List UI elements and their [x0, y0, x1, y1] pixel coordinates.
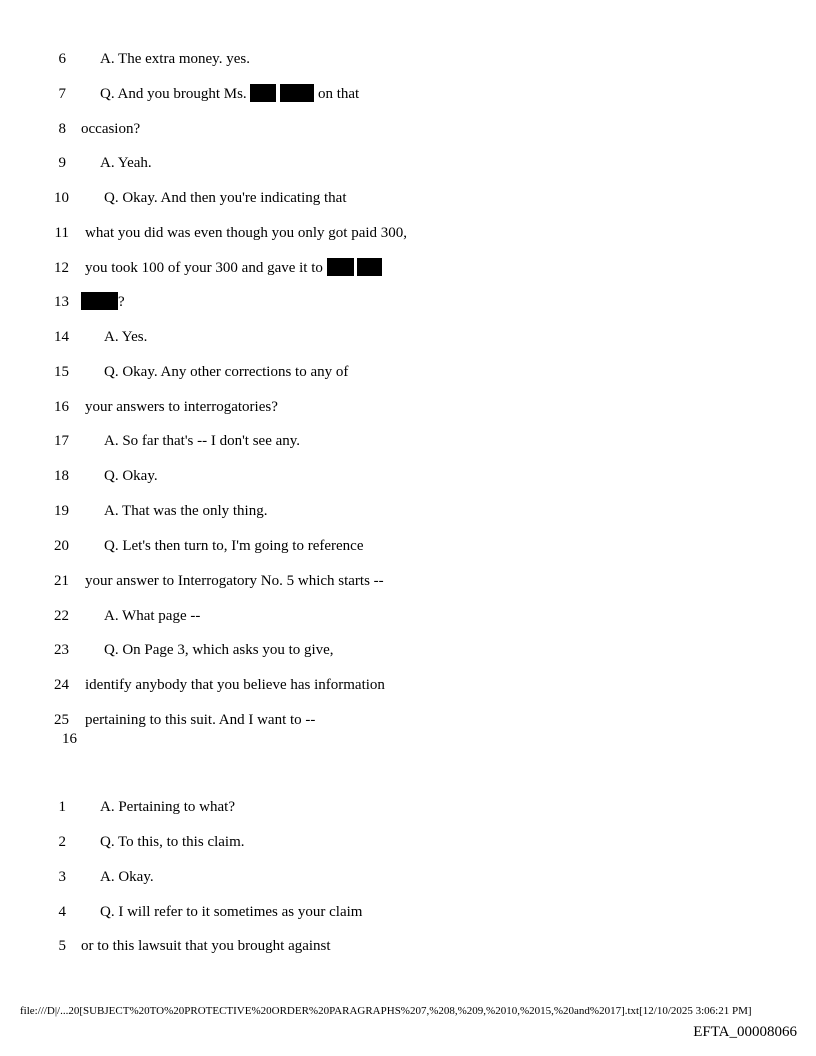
redaction-box [327, 258, 354, 276]
line-text-part: you took 100 of your 300 and gave it to [85, 260, 327, 276]
line-text-part: Q. And you brought Ms. [100, 86, 251, 102]
page-number: 16 [62, 731, 77, 747]
line-text: A. Yes. [104, 329, 148, 345]
line-text: Q. Okay. [104, 468, 158, 484]
line-text: Q. Okay. And then you're indicating that [104, 190, 347, 206]
line-text: Q. Okay. Any other corrections to any of [104, 364, 349, 380]
line-text: Q. I will refer to it sometimes as your claim [100, 904, 363, 920]
line-number: 8 [58, 121, 66, 137]
line-text: or to this lawsuit that you brought against [81, 938, 331, 954]
line-text: Q. On Page 3, which asks you to give, [104, 642, 334, 658]
line-number: 6 [58, 51, 66, 67]
line-text: A. Pertaining to what? [100, 799, 235, 815]
redaction-box [250, 84, 276, 102]
line-number: 2 [58, 834, 66, 850]
line-number: 3 [58, 869, 66, 885]
line-text: Q. Let's then turn to, I'm going to reference [104, 538, 364, 554]
line-number: 12 [54, 260, 69, 276]
line-text [100, 84, 359, 104]
line-text: A. Yeah. [100, 155, 152, 171]
line-number: 22 [54, 608, 69, 624]
line-text: pertaining to this suit. And I want to -- [85, 712, 316, 728]
line-number: 4 [58, 904, 66, 920]
line-text-part: on that [314, 86, 360, 102]
line-number: 18 [54, 468, 69, 484]
redaction-box [81, 292, 118, 310]
line-number: 13 [54, 294, 69, 310]
line-text-part: ? [118, 294, 125, 310]
redaction-box [280, 84, 314, 102]
line-number: 19 [54, 503, 69, 519]
line-number: 15 [54, 364, 69, 380]
redaction-box [357, 258, 382, 276]
line-text: A. The extra money. yes. [100, 51, 250, 67]
line-text: your answers to interrogatories? [85, 399, 278, 415]
line-text: A. That was the only thing. [104, 503, 268, 519]
line-number: 21 [54, 573, 69, 589]
line-text: A. What page -- [104, 608, 201, 624]
line-number: 7 [58, 86, 66, 102]
line-text [85, 258, 382, 278]
line-number: 17 [54, 433, 69, 449]
line-text: occasion? [81, 121, 141, 137]
line-number: 11 [54, 225, 69, 241]
line-text: identify anybody that you believe has information [85, 677, 385, 693]
line-text [81, 292, 125, 312]
line-number: 16 [54, 399, 69, 415]
line-text: your answer to Interrogatory No. 5 which starts -- [85, 573, 384, 589]
line-text: what you did was even though you only got paid 300, [85, 225, 408, 241]
line-number: 24 [54, 677, 69, 693]
line-text: A. So far that's -- I don't see any. [104, 433, 301, 449]
bates-number: EFTA_00008066 [693, 1024, 797, 1040]
line-number: 14 [54, 329, 69, 345]
line-number: 5 [58, 938, 66, 954]
line-number: 20 [54, 538, 69, 554]
file-path-footer: file:///D|/...20[SUBJECT%20TO%20PROTECTIVE%20ORDER%20PARAGRAPHS%207,%208,%209,%2010,%2015,%20and%2017].txt[12/10/2025 3:06:21 PM] [20, 1005, 752, 1017]
line-number: 1 [58, 799, 66, 815]
line-text: A. Okay. [100, 869, 154, 885]
line-number: 23 [54, 642, 69, 658]
line-number: 9 [58, 155, 66, 171]
line-text: Q. To this, to this claim. [100, 834, 245, 850]
line-number: 25 [54, 712, 69, 728]
line-number: 10 [54, 190, 69, 206]
